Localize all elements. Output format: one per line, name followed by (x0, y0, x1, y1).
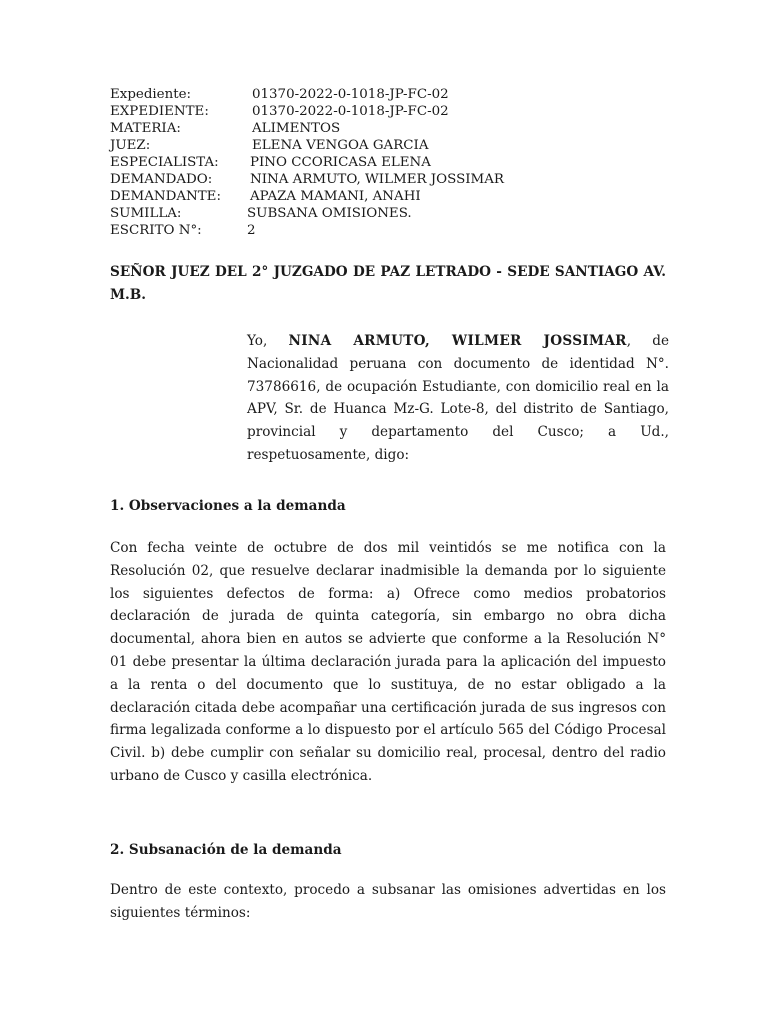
header-key: JUEZ: (110, 138, 151, 153)
header-key: SUMILLA: (110, 206, 182, 221)
header-value: ELENA VENGOA GARCIA (252, 138, 429, 153)
header-value: 01370-2022-0-1018-JP-FC-02 (252, 104, 449, 119)
header-value: SUBSANA OMISIONES. (247, 206, 412, 221)
header-value: APAZA MAMANI, ANAHI (250, 189, 421, 204)
header-key: DEMANDANTE: (110, 189, 221, 204)
section2-heading: 2. Subsanación de la demanda (110, 842, 342, 858)
intro-paragraph (247, 330, 669, 467)
intro-prefix: Yo, (247, 333, 268, 349)
intro-rest: , de Nacionalidad peruana con documento de identidad N°. 73786616, de ocupación Estudiante, con domicilio real en la APV, Sr. de Huanca Mz-G. Lote-8, del distrito de Santiago, provincial y departamento del Cusco; a Ud., respetuosamente, digo: (247, 333, 669, 463)
header-value: NINA ARMUTO, WILMER JOSSIMAR (250, 172, 505, 187)
header-key: DEMANDADO: (110, 172, 213, 187)
header-key: ESCRITO N°: (110, 223, 202, 238)
section1-body: Con fecha veinte de octubre de dos mil veintidós se me notifica con la Resolución 02, que resuelve declarar inadmisible la demanda por lo siguiente los siguientes defectos de forma: a) Ofrece como medios probatorios declaración de jurada de quinta categoría, sin embargo no obra dicha documental, ahora bien en autos se advierte que conforme a la Resolución N° 01 debe presentar la última declaración jurada para la aplicación del impuesto a la renta o del documento que lo sustituya, de no estar obligado a la declaración citada debe acompañar una certificación jurada de sus ingresos con firma legalizada conforme a lo dispuesto por el artículo 565 del Código Procesal Civil. b) debe cumplir con señalar su domicilio real, procesal, dentro del radio urbano de Cusco y casilla electrónica. (110, 540, 666, 784)
section2-body: Dentro de este contexto, procedo a subsanar las omisiones advertidas en los siguientes términos: (110, 882, 666, 921)
intro-name: NINA ARMUTO, WILMER JOSSIMAR (288, 333, 627, 349)
header-key: EXPEDIENTE: (110, 104, 209, 119)
header-key: Expediente: (110, 87, 192, 102)
header-key: MATERIA: (110, 121, 181, 136)
addressee-heading: SEÑOR JUEZ DEL 2° JUZGADO DE PAZ LETRADO - SEDE SANTIAGO AV. M.B. (110, 264, 666, 303)
header-value: 01370-2022-0-1018-JP-FC-02 (252, 87, 449, 102)
header-value: ALIMENTOS (252, 121, 341, 136)
section1-heading: 1. Observaciones a la demanda (110, 498, 346, 514)
header-value: 2 (247, 223, 256, 238)
header-key: ESPECIALISTA: (110, 155, 219, 170)
header-value: PINO CCORICASA ELENA (250, 155, 431, 170)
